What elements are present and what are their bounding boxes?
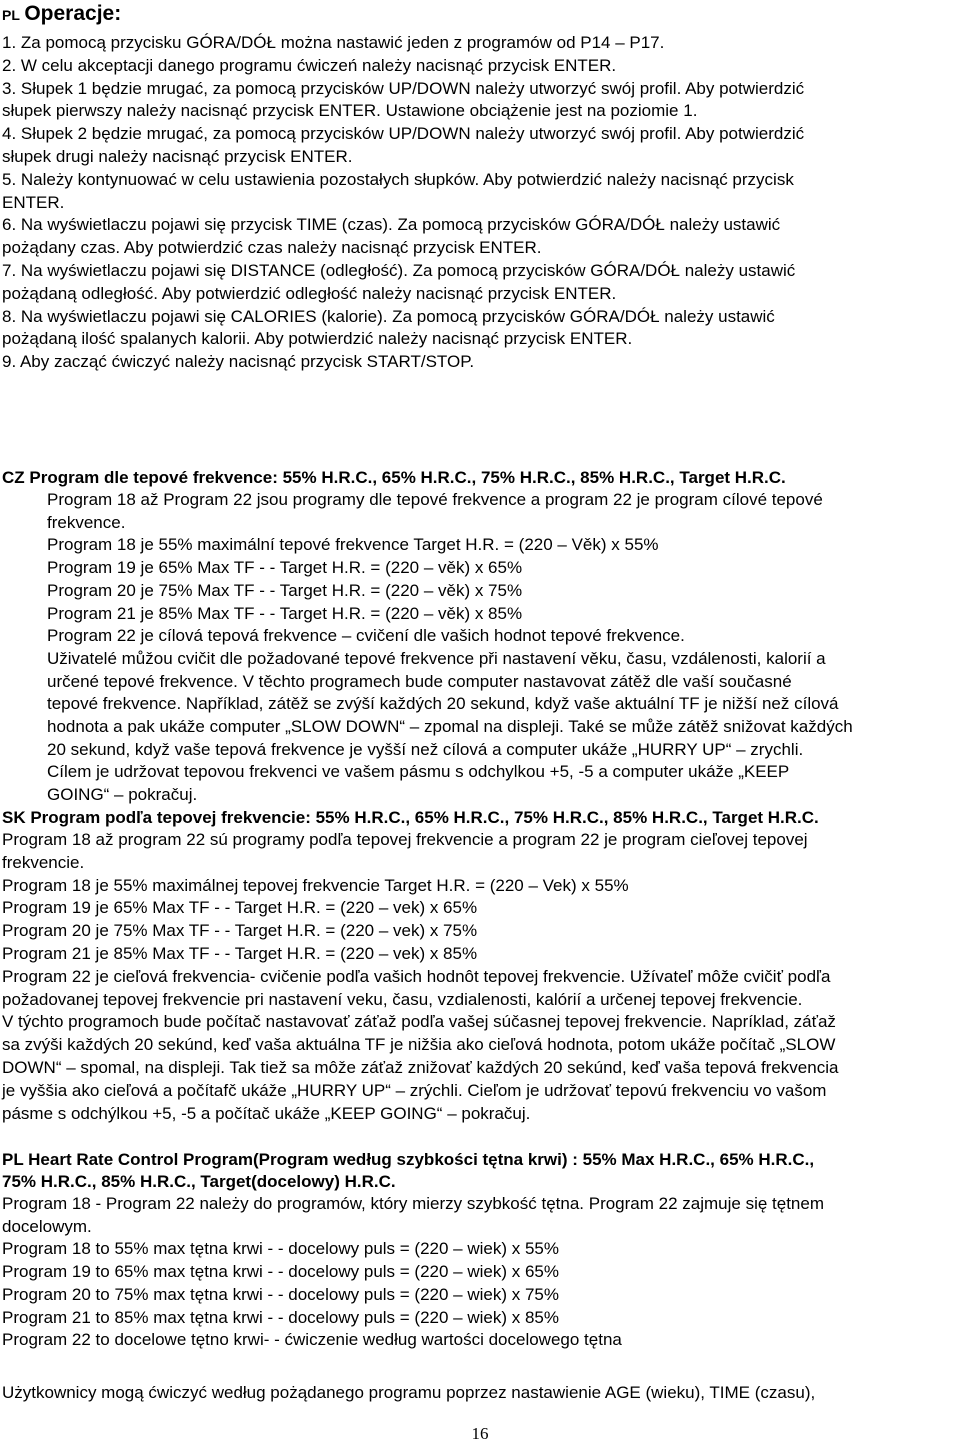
step-line: pożądany czas. Aby potwierdzić czas należy nacisnąć przycisk ENTER. bbox=[2, 238, 542, 258]
sk-text-line: DOWN“ – spomal, na displeji. Tak tiež sa môže záťaž znižovať každých 20 sekúnd, keď vaša tepová frekvencia bbox=[2, 1058, 839, 1077]
step-line: pożądaną ilość spalanych kalorii. Aby potwierdzić należy nacisnąć przycisk ENTER. bbox=[2, 329, 633, 349]
sk-text-line: frekvencie. bbox=[2, 852, 85, 872]
cz-text-line: Program 18 až Program 22 jsou programy dle tepové frekvence a program 22 je program cílové tepové bbox=[47, 490, 823, 509]
step-line: 4. Słupek 2 będzie mrugać, za pomocą przycisków UP/DOWN należy utworzyć swój profil. Aby potwierdzić bbox=[2, 124, 805, 144]
sk-text-line: pásme s odchýlkou +5, -5 a počítač ukáže „KEEP GOING“ – pokračuj. bbox=[2, 1103, 531, 1123]
cz-text-line: Program 21 je 85% Max TF - - Target H.R. = (220 – věk) x 85% bbox=[47, 603, 523, 623]
pl-hr-text-line: Program 22 to docelowe tętno krwi- - ćwiczenie według wartości docelowego tętna bbox=[2, 1330, 622, 1350]
step-line: 9. Aby zacząć ćwiczyć należy nacisnąć przycisk START/STOP. bbox=[2, 352, 475, 372]
sk-text-line: Program 22 je cieľová frekvencia- cvičenie podľa vašich hodnôt tepovej frekvencie. Užívateľ môže cvičiť podľa bbox=[2, 966, 831, 986]
pl-hr-text-line: Program 19 to 65% max tętna krwi - - docelowy puls = (220 – wiek) x 65% bbox=[2, 1262, 559, 1282]
step-line: słupek drugi należy nacisnąć przycisk ENTER. bbox=[2, 147, 353, 166]
cz-text-line: hodnota a pak ukáže computer „SLOW DOWN“ – zpomal na displeji. Také se může zátěž snižovat každých bbox=[47, 717, 853, 736]
sk-text-line: V týchto programoch bude počítač nastavovať záťaž podľa vašej súčasnej tepovej frekvencie. Napríklad, záťaž bbox=[2, 1012, 836, 1032]
cz-text-line: GOING“ – pokračuj. bbox=[47, 785, 198, 805]
pl-hr-text-line: Program 18 - Program 22 należy do programów, który mierzy szybkość tętna. Program 22 zajmuje się tętnem bbox=[2, 1194, 825, 1213]
sk-heading: SK Program podľa tepovej frekvencie: 55% H.R.C., 65% H.R.C., 75% H.R.C., 85% H.R.C., Target H.R.C. bbox=[2, 808, 819, 827]
pl-hr-last-line: Użytkownicy mogą ćwiczyć według pożądanego programu poprzez nastawienie AGE (wieku), TIME (czasu), bbox=[2, 1383, 816, 1402]
sk-text-line: Program 20 je 75% Max TF - - Target H.R. = (220 – vek) x 75% bbox=[2, 921, 478, 941]
step-line: 8. Na wyświetlaczu pojawi się CALORIES (kalorie). Za pomocą przycisków GÓRA/DÓŁ należy ustawić bbox=[2, 306, 775, 326]
pl-hr-text-line: Program 18 to 55% max tętna krwi - - docelowy puls = (220 – wiek) x 55% bbox=[2, 1239, 559, 1259]
step-line: pożądaną odległość. Aby potwierdzić odległość należy nacisnąć przycisk ENTER. bbox=[2, 283, 617, 303]
language-code: PL bbox=[2, 7, 20, 23]
step-line: 7. Na wyświetlaczu pojawi się DISTANCE (odległość). Za pomocą przycisków GÓRA/DÓŁ należy ustawić bbox=[2, 261, 796, 280]
sk-text-line: sa zvýši každých 20 sekúnd, keď vaša aktuálna TF je nižšia ako cieľová hodnota, potom ukáže počítač „SLOW bbox=[2, 1035, 836, 1055]
cz-text-line: tepové frekvence. Například, zátěž se zvýší každých 20 sekund, když vaše aktuální TF je nižší než cílová bbox=[47, 694, 839, 714]
cz-text-line: frekvence. bbox=[47, 512, 126, 532]
step-line: 2. W celu akceptacji danego programu ćwiczeń należy nacisnąć przycisk ENTER. bbox=[2, 55, 617, 75]
step-line: słupek pierwszy należy nacisnąć przycisk ENTER. Ustawione obciążenie jest na poziomie 1. bbox=[2, 101, 698, 121]
cz-text-line: určené tepové frekvence. V těchto programech bude computer nastavovat zátěž dle vaší současné bbox=[47, 671, 792, 691]
step-line: 6. Na wyświetlaczu pojawi się przycisk TIME (czas). Za pomocą przycisków GÓRA/DÓŁ należy ustawić bbox=[2, 215, 781, 235]
cz-text-line: 20 sekund, když vaše tepová frekvence je vyšší než cílová a computer ukáže „HURRY UP“ – zrychli. bbox=[47, 739, 804, 759]
cz-text-line: Program 20 je 75% Max TF - - Target H.R. = (220 – věk) x 75% bbox=[47, 580, 523, 600]
sk-text-line: Program 21 je 85% Max TF - - Target H.R. = (220 – vek) x 85% bbox=[2, 944, 478, 963]
sk-text-line: Program 18 je 55% maximálnej tepovej frekvencie Target H.R. = (220 – Vek) x 55% bbox=[2, 875, 629, 895]
pl-hr-text-line: docelowym. bbox=[2, 1216, 92, 1236]
sk-text-line: požadovanej tepovej frekvencie pri nastavení veku, času, vzdialenosti, kalórií a určenej tepovej frekvencie. bbox=[2, 989, 803, 1009]
sk-text-line: Program 18 až program 22 sú programy podľa tepovej frekvencie a program 22 je program cieľovej tepovej bbox=[2, 830, 808, 849]
step-line: 5. Należy kontynuować w celu ustawienia pozostałych słupków. Aby potwierdzić należy nacisnąć przycisk bbox=[2, 169, 794, 189]
sk-text-line: Program 19 je 65% Max TF - - Target H.R. = (220 – vek) x 65% bbox=[2, 898, 478, 918]
cz-text-line: Program 18 je 55% maximální tepové frekvence Target H.R. = (220 – Věk) x 55% bbox=[47, 535, 659, 555]
pl-operations-heading bbox=[2, 2, 121, 26]
step-line: 3. Słupek 1 będzie mrugać, za pomocą przycisków UP/DOWN należy utworzyć swój profil. Aby potwierdzić bbox=[2, 78, 805, 98]
pl-hr-text-line: Program 21 to 85% max tętna krwi - - docelowy puls = (220 – wiek) x 85% bbox=[2, 1307, 559, 1327]
page-number: 16 bbox=[471, 1424, 489, 1443]
cz-text-line: Program 19 je 65% Max TF - - Target H.R. = (220 – věk) x 65% bbox=[47, 558, 523, 578]
cz-text-line: Program 22 je cílová tepová frekvence – cvičení dle vašich hodnot tepové frekvence. bbox=[47, 626, 685, 646]
cz-text-line: Cílem je udržovat tepovou frekvenci ve vašem pásmu s odchylkou +5, -5 a computer ukáže „KEEP bbox=[47, 762, 790, 782]
step-line: ENTER. bbox=[2, 192, 65, 212]
step-line: 1. Za pomocą przycisku GÓRA/DÓŁ można nastawić jeden z programów od P14 – P17. bbox=[2, 33, 665, 52]
sk-text-line: je vyššia ako cieľová a počítafč ukáže „HURRY UP“ – zrýchli. Cieľom je udržovať tepovú frekvenciu vo vašom bbox=[2, 1080, 827, 1100]
pl-hr-text-line: Program 20 to 75% max tętna krwi - - docelowy puls = (220 – wiek) x 75% bbox=[2, 1284, 559, 1304]
pl-hr-heading-line-1: PL Heart Rate Control Program(Program według szybkości tętna krwi) : 55% Max H.R.C., 65% H.R.C., bbox=[2, 1150, 815, 1169]
section-title: Operacje: bbox=[24, 2, 122, 25]
cz-heading: CZ Program dle tepové frekvence: 55% H.R.C., 65% H.R.C., 75% H.R.C., 85% H.R.C., Target H.R.C. bbox=[2, 468, 786, 487]
pl-hr-heading-line-2: 75% H.R.C., 85% H.R.C., Target(docelowy) H.R.C. bbox=[2, 1172, 396, 1191]
cz-text-line: Uživatelé můžou cvičit dle požadované tepové frekvence při nastavení věku, času, vzdálenosti, kalorií a bbox=[47, 648, 826, 668]
